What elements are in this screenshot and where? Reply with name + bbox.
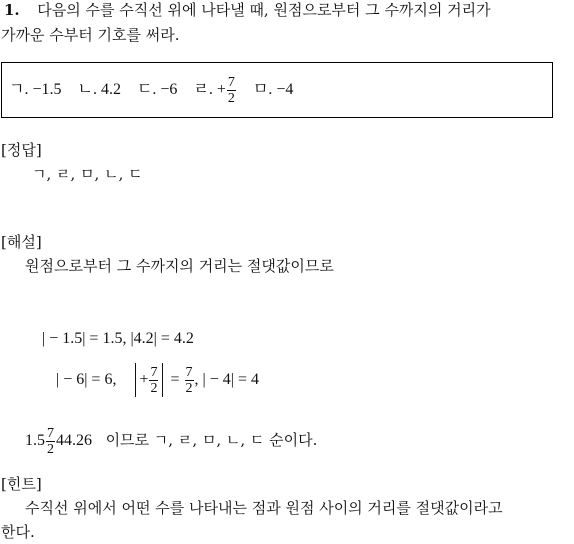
equation-2-part-b: , | − 4| = 4 (194, 371, 259, 388)
conclusion-value-a: 1.5 (25, 432, 45, 449)
choices-row (9, 71, 293, 109)
choice-4-denominator: 2 (227, 90, 235, 106)
question-number: 1. (4, 1, 20, 19)
hint-text-1: 수직선 위에서 어떤 수를 나타내는 점과 원점 사이의 거리를 절댓값이라고 (25, 499, 503, 517)
choice-5: ㅁ. −4 (252, 81, 294, 98)
explanation-conclusion (25, 420, 317, 461)
choice-4-fraction (227, 75, 236, 106)
answer-text (32, 164, 143, 184)
equation-2-part-a: | − 6| = 6, (56, 371, 117, 388)
equation-2-numerator-1: 7 (150, 364, 158, 380)
answer-value: ㄱ, ㄹ, ㅁ, ㄴ, ㄷ (32, 165, 143, 183)
explanation-equation-2 (56, 360, 259, 400)
equation-2-numerator-2: 7 (185, 364, 193, 380)
conclusion-fraction (46, 426, 55, 457)
explanation-equation-1 (42, 329, 194, 349)
hint-text-2: 한다. (1, 523, 35, 541)
conclusion-text: 이므로 ㄱ, ㄹ, ㅁ, ㄴ, ㄷ 순이다. (105, 431, 318, 449)
equation-2-fraction-2 (185, 365, 194, 396)
equation-2-plus: + (139, 371, 149, 388)
equation-2-fraction-1 (149, 365, 158, 396)
conclusion-denominator: 2 (47, 441, 54, 457)
hint-label-text: [힌트] (1, 475, 42, 493)
choice-4-prefix: ㄹ. + (193, 81, 226, 98)
choice-2: ㄴ. 4.2 (77, 81, 121, 98)
hint-line-2 (1, 522, 35, 542)
hint-label (1, 474, 42, 494)
choice-4-numerator: 7 (227, 74, 235, 90)
equation-2-equals: = (170, 371, 180, 388)
question-line-2 (1, 25, 179, 45)
choice-3: ㄷ. −6 (136, 81, 178, 98)
question-line-1 (4, 0, 491, 20)
answer-label-text: [정답] (1, 141, 42, 159)
equation-2-denominator-2: 2 (185, 380, 193, 396)
explanation-line-1 (25, 256, 334, 276)
abs-bar-left (135, 363, 136, 397)
question-text-1: 다음의 수를 수직선 위에 나타낼 때, 원점으로부터 그 수까지의 거리가 (37, 1, 491, 19)
conclusion-numerator: 7 (47, 425, 54, 441)
explanation-label-text: [해설] (1, 233, 42, 251)
hint-line-1 (25, 498, 503, 518)
explanation-label (1, 232, 42, 252)
equation-2-denominator-1: 2 (150, 380, 158, 396)
question-text-2: 가까운 수부터 기호를 써라. (1, 26, 180, 44)
abs-bar-right (162, 363, 163, 397)
explanation-text-1: 원점으로부터 그 수까지의 거리는 절댓값이므로 (25, 257, 334, 275)
answer-label (1, 140, 42, 160)
equation-1-text: | − 1.5| = 1.5, |4.2| = 4.2 (42, 330, 194, 347)
choice-1: ㄱ. −1.5 (9, 81, 62, 98)
conclusion-value-b: 44.26 (56, 432, 92, 449)
